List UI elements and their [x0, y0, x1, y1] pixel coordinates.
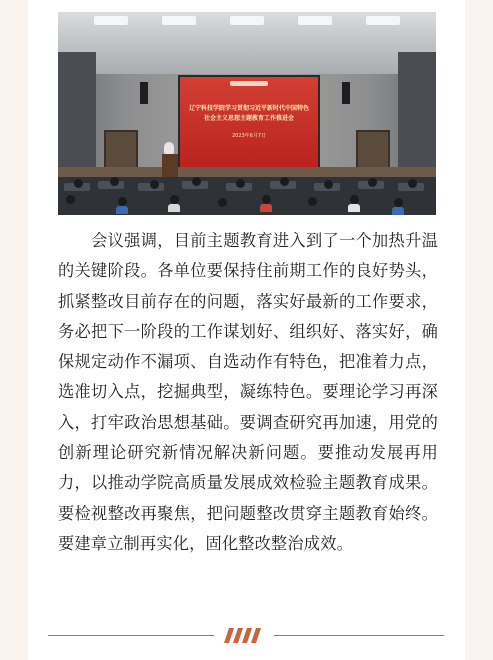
audience-head	[110, 177, 119, 186]
ceiling-lamp	[366, 16, 400, 25]
divider-line-right	[274, 635, 444, 636]
photo-ceiling	[58, 12, 436, 74]
audience-head	[394, 198, 403, 207]
screen-title-line2: 社会主义思想主题教育工作推进会	[203, 115, 294, 122]
ceiling-lamp	[162, 16, 196, 25]
audience-shirt	[116, 206, 128, 214]
audience-head	[236, 179, 245, 188]
meeting-photo	[58, 12, 436, 215]
audience-head	[118, 197, 127, 206]
article-card	[28, 0, 465, 660]
ceiling-lamp	[298, 16, 332, 25]
divider-slash	[242, 628, 252, 643]
divider-line-left	[48, 635, 214, 636]
photo-wall-right	[398, 52, 436, 172]
photo-wall-left	[58, 52, 96, 172]
audience-head	[308, 197, 317, 206]
audience-head	[262, 195, 271, 204]
article-body	[58, 226, 438, 559]
audience-head	[350, 195, 359, 204]
audience-head	[280, 177, 289, 186]
loudspeaker-right	[342, 82, 350, 104]
audience-shirt	[348, 204, 360, 212]
audience-head	[150, 180, 159, 189]
loudspeaker-left	[140, 82, 148, 104]
audience-head	[408, 179, 417, 188]
article-paragraph: 会议强调，目前主题教育进入到了一个加热升温的关键阶段。各单位要保持住前期工作的良好势头，抓紧整改目前存在的问题，落实好最新的工作要求，务必把下一阶段的工作谋划好、组织好、落实好，确保规定动作不漏项、自选动作有特色，把准着力点，选准切入点，挖掘典型，凝练特色。要理论学习再深入，打牢政治思想基础。要调查研究再加速，用党的创新理论研究新情况解决新问题。要推动发展再用力，以推动学院高质量发展成效检验主题教育成果。要检视整改再聚焦，把问题整改贯穿主题教育始终。要建章立制再实化，固化整改整治成效。	[58, 231, 438, 553]
divider-slash-marks	[220, 628, 266, 643]
screen-title-line1: 辽宁科技学院学习贯彻习近平新时代中国特色	[188, 105, 309, 112]
projection-screen	[178, 75, 320, 171]
audience-head	[368, 178, 377, 187]
audience-shirt	[392, 207, 404, 215]
ceiling-lamp	[230, 16, 264, 25]
divider-slash	[233, 628, 243, 643]
audience-head	[74, 179, 83, 188]
divider-slash	[224, 628, 234, 643]
audience-head	[218, 198, 227, 207]
audience-shirt	[260, 204, 272, 212]
divider-slash	[251, 628, 261, 643]
audience-head	[324, 180, 333, 189]
photo-presenter	[164, 142, 174, 154]
college-emblem	[230, 81, 268, 86]
photo-audience	[58, 177, 436, 215]
audience-shirt	[168, 204, 180, 212]
audience-head	[192, 177, 201, 186]
screen-date: 2023年6月7日	[231, 133, 267, 139]
audience-head	[66, 195, 75, 204]
audience-head	[170, 195, 179, 204]
ceiling-lamp	[94, 16, 128, 25]
